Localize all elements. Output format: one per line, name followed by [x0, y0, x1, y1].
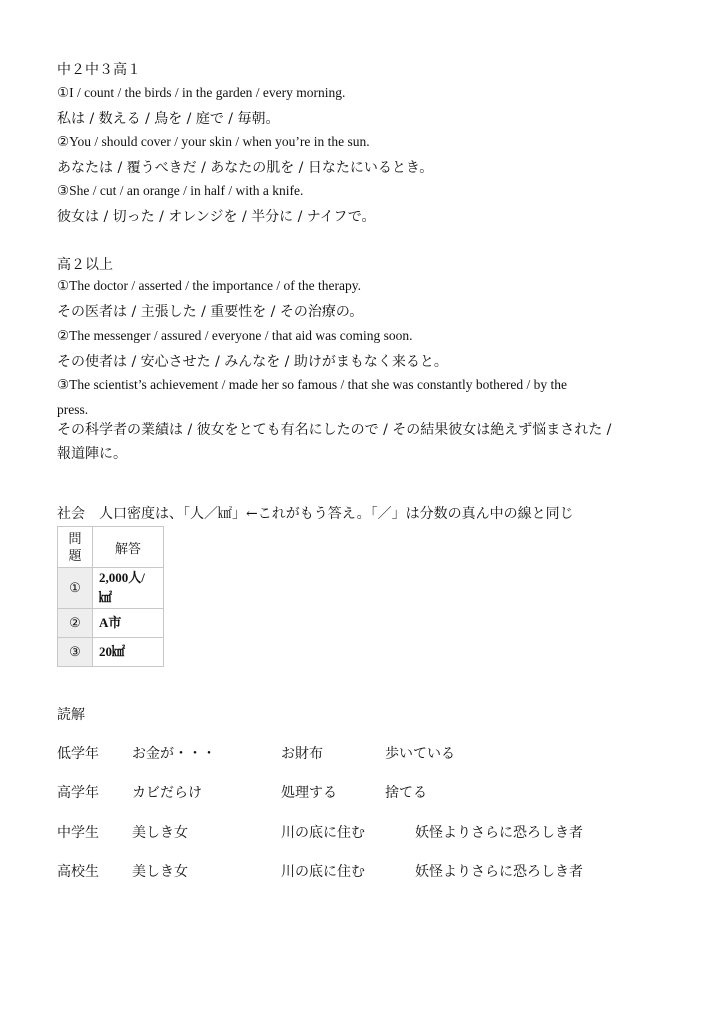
answer-cell: 20㎢ — [93, 638, 164, 667]
header-answer: 解答 — [93, 527, 164, 568]
table-row — [58, 609, 164, 638]
sentence-jp-2: あなたは / 覆うべきだ / あなたの肌を / 日なたにいるとき。 — [57, 160, 434, 176]
sentence-en-3: ③She / cut / an orange / in half / with a knife. — [57, 183, 304, 198]
table-header-row — [58, 527, 164, 568]
reading-cell: お財布 — [281, 746, 323, 762]
social-heading: 社会 人口密度は、「人／㎢」←これがもう答え。「／」は分数の真ん中の線と同じ — [57, 506, 574, 522]
sentence-en-2: ②You / should cover / your skin / when you’re in the sun. — [57, 134, 370, 149]
reading-cell: 美しき女 — [132, 825, 188, 841]
reading-cell: 川の底に住む — [281, 864, 365, 880]
question-number: ② — [58, 609, 93, 638]
sentence-en-4: ①The doctor / asserted / the importance / of the therapy. — [57, 278, 361, 293]
grade-label: 低学年 — [57, 746, 99, 762]
answer-table — [57, 526, 164, 667]
sentence-en-6-cont: press. — [57, 402, 89, 417]
question-number: ① — [58, 568, 93, 609]
question-number: ③ — [58, 638, 93, 667]
reading-cell: 川の底に住む — [281, 825, 365, 841]
reading-cell: 捨てる — [385, 785, 427, 801]
sentence-jp-4: その医者は / 主張した / 重要性を / その治療の。 — [57, 304, 364, 320]
answer-line2: ㎢ — [99, 590, 113, 605]
reading-cell: 妖怪よりさらに恐ろしき者 — [415, 825, 583, 841]
reading-cell: 美しき女 — [132, 864, 188, 880]
reading-heading: 読解 — [57, 707, 85, 723]
grade-label: 高校生 — [57, 864, 99, 880]
answer-line1: 2,000人/ — [99, 570, 145, 585]
sentence-jp-6-cont: 報道陣に。 — [57, 446, 127, 462]
sentence-jp-5: その使者は / 安心させた / みんなを / 助けがまもなく来ると。 — [57, 354, 448, 370]
sentence-en-5: ②The messenger / assured / everyone / that aid was coming soon. — [57, 328, 413, 343]
section-heading-junior: 中２中３高１ — [57, 62, 141, 78]
sentence-jp-3: 彼女は / 切った / オレンジを / 半分に / ナイフで。 — [57, 209, 376, 225]
answer-cell — [93, 568, 164, 609]
grade-label: 高学年 — [57, 785, 99, 801]
section-heading-senior: 高２以上 — [57, 257, 113, 273]
sentence-jp-6: その科学者の業績は / 彼女をとても有名にしたので / その結果彼女は絶えず悩まされた / — [57, 422, 612, 438]
sentence-en-1: ①I / count / the birds / in the garden / every morning. — [57, 85, 346, 100]
reading-cell: お金が・・・ — [132, 746, 216, 762]
header-question-line1: 問 — [68, 531, 82, 546]
sentence-jp-1: 私は / 数える / 鳥を / 庭で / 毎朝。 — [57, 111, 280, 127]
reading-cell: 処理する — [281, 785, 337, 801]
header-question — [58, 527, 93, 568]
table-row — [58, 568, 164, 609]
answer-cell: A市 — [93, 609, 164, 638]
reading-cell: 妖怪よりさらに恐ろしき者 — [415, 864, 583, 880]
grade-label: 中学生 — [57, 825, 99, 841]
header-question-line2: 題 — [68, 548, 82, 563]
reading-cell: カビだらけ — [132, 785, 202, 801]
reading-cell: 歩いている — [385, 746, 455, 762]
sentence-en-6: ③The scientist’s achievement / made her so famous / that she was constantly bothered / by the — [57, 377, 567, 392]
table-row — [58, 638, 164, 667]
